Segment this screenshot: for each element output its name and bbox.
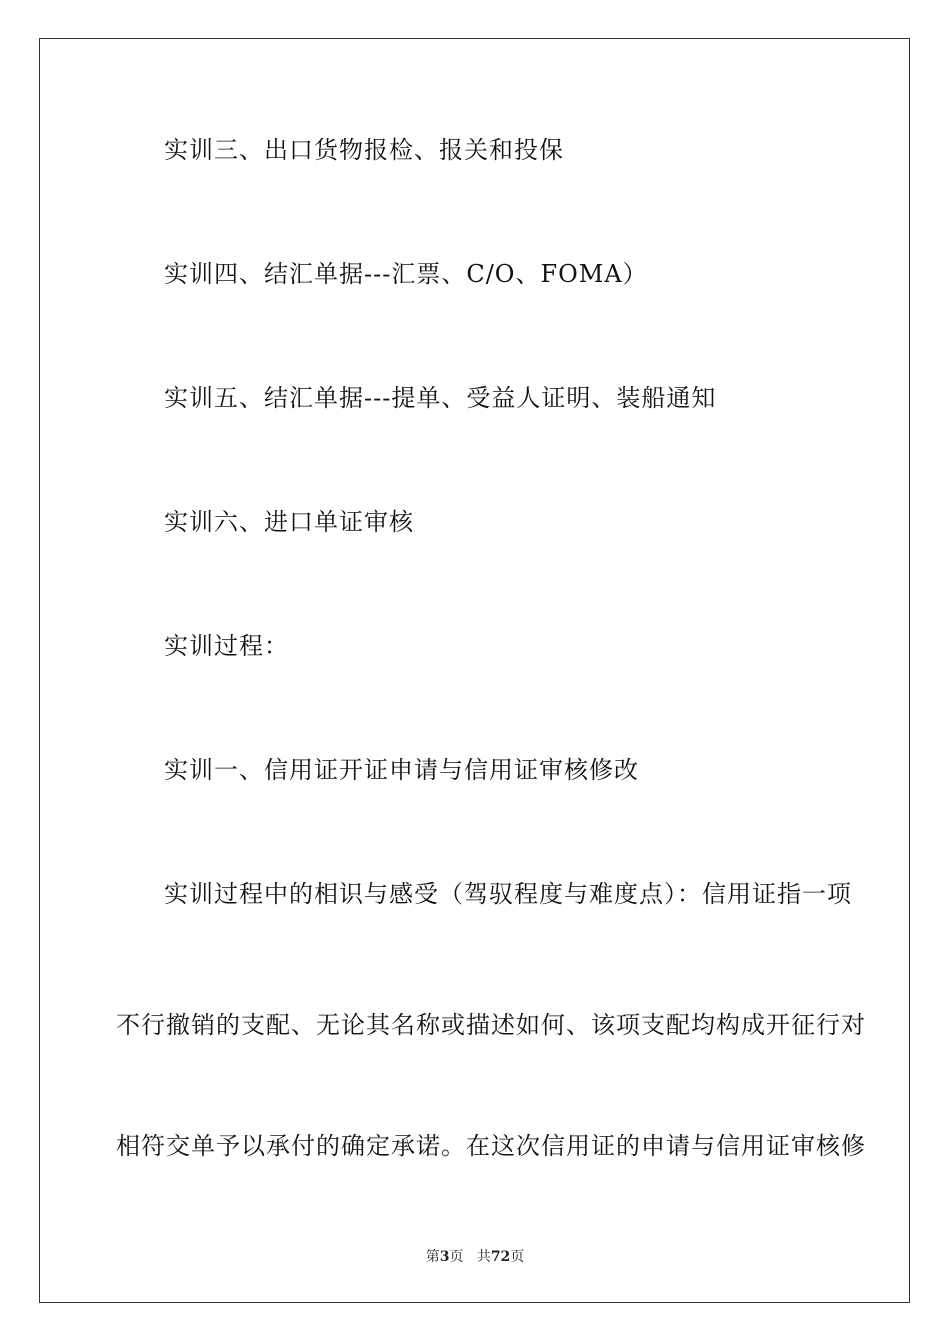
line-training-4: 实训四、结汇单据---汇票、C/O、FOMA）: [164, 260, 648, 288]
page-footer: [0, 1246, 950, 1266]
footer-total-suffix: 页: [510, 1249, 525, 1265]
footer-total-pages: 72: [490, 1249, 511, 1265]
footer-page-suffix: 页: [449, 1249, 464, 1265]
footer-prefix: 第: [425, 1249, 440, 1265]
paragraph-line-1: 实训过程中的相识与感受（驾驭程度与难度点）：信用证指一项: [164, 880, 852, 908]
footer-total-prefix: 共: [476, 1249, 491, 1265]
line-training-3: 实训三、出口货物报检、报关和投保: [164, 136, 564, 164]
line-training-5: 实训五、结汇单据---提单、受益人证明、装船通知: [164, 384, 717, 412]
footer-page-number: 3: [439, 1249, 450, 1265]
line-training-1: 实训一、信用证开证申请与信用证审核修改: [164, 756, 639, 784]
line-training-6: 实训六、进口单证审核: [164, 508, 414, 536]
paragraph-line-2: 不行撤销的支配、无论其名称或描述如何、该项支配均构成开征行对: [116, 1011, 866, 1039]
line-training-process-heading: 实训过程：: [164, 632, 289, 660]
page-border: [39, 38, 910, 1303]
paragraph-line-3: 相符交单予以承付的确定承诺。在这次信用证的申请与信用证审核修: [116, 1132, 866, 1160]
